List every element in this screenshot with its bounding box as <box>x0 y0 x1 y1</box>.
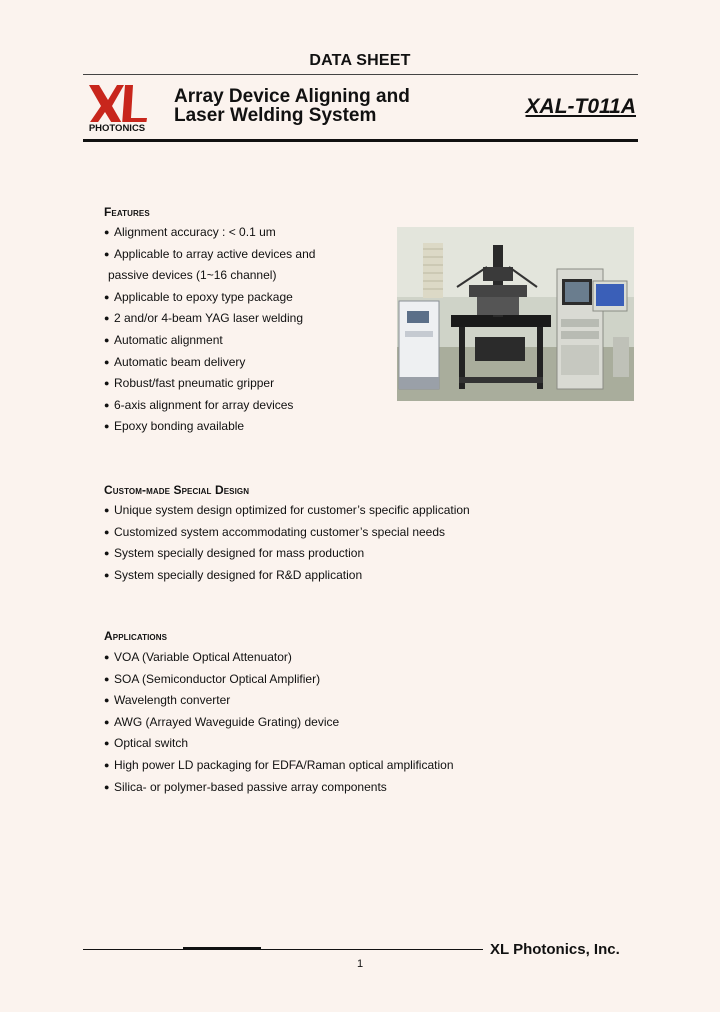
list-item: ● System specially designed for R&D application <box>104 565 470 587</box>
bullet-icon: ● <box>104 652 110 662</box>
footer-divider <box>83 949 483 950</box>
list-item: ● Epoxy bonding available <box>104 416 315 438</box>
list-item: ● Applicable to array active devices and <box>104 244 315 266</box>
product-title-line2: Laser Welding System <box>174 105 377 126</box>
list-item: ● Customized system accommodating customer’s special needs <box>104 522 470 544</box>
bullet-icon: ● <box>104 716 110 727</box>
bullet-icon: ● <box>104 334 110 345</box>
list-item: ● System specially designed for mass production <box>104 543 470 565</box>
company-name: XL Photonics, Inc. <box>490 941 620 958</box>
bullet-icon: ● <box>104 356 110 367</box>
custom-design-heading: Custom-made Special Design <box>104 483 250 497</box>
list-item: ● Automatic alignment <box>104 330 315 352</box>
bullet-icon: ● <box>104 548 110 559</box>
xl-photonics-logo <box>83 82 151 132</box>
list-item: ● High power LD packaging for EDFA/Raman optical amplification <box>104 755 454 777</box>
logo-graphic <box>83 82 151 132</box>
features-list <box>104 222 315 438</box>
top-divider <box>83 74 638 75</box>
custom-design-list <box>104 500 470 586</box>
applications-heading: Applications <box>104 629 168 643</box>
bullet-icon: ● <box>104 248 110 259</box>
bullet-icon: ● <box>104 738 110 749</box>
product-title-line1: Array Device Aligning and <box>174 86 410 107</box>
list-item: ● VOA (Variable Optical Attenuator) <box>104 647 454 669</box>
list-item: ● Automatic beam delivery <box>104 352 315 374</box>
list-item: ● Robust/fast pneumatic gripper <box>104 373 315 395</box>
bullet-icon: ● <box>104 399 110 410</box>
list-item-continuation: passive devices (1~16 channel) <box>108 268 277 283</box>
applications-list <box>104 647 454 798</box>
bullet-icon: ● <box>104 291 110 302</box>
logo-subtext: PHOTONICS <box>88 123 146 132</box>
product-title <box>174 87 410 125</box>
bullet-icon: ● <box>104 227 110 237</box>
list-item: ● SOA (Semiconductor Optical Amplifier) <box>104 669 454 691</box>
bullet-icon: ● <box>104 759 110 770</box>
bullet-icon: ● <box>104 526 110 537</box>
list-item: ● Optical switch <box>104 733 454 755</box>
list-item: ● 6-axis alignment for array devices <box>104 395 315 417</box>
bullet-icon: ● <box>104 313 110 324</box>
bullet-icon: ● <box>104 505 110 515</box>
list-item: ● Silica- or polymer-based passive array components <box>104 777 454 799</box>
bullet-icon: ● <box>104 378 110 389</box>
bullet-icon: ● <box>104 421 110 432</box>
list-item: ● Alignment accuracy : < 0.1 um <box>104 222 315 244</box>
bullet-icon: ● <box>104 569 110 580</box>
header-divider <box>83 139 638 142</box>
bullet-icon: ● <box>104 673 110 684</box>
document-type-title: DATA SHEET <box>309 52 411 69</box>
footer-divider-accent <box>183 947 261 950</box>
list-item: ● AWG (Arrayed Waveguide Grating) device <box>104 712 454 734</box>
system-photo <box>397 227 634 401</box>
list-item: ● Applicable to epoxy type package <box>104 287 315 309</box>
features-heading: Features <box>104 205 150 219</box>
list-item: ● 2 and/or 4-beam YAG laser welding <box>104 308 315 330</box>
list-item: ● Unique system design optimized for customer’s specific application <box>104 500 470 522</box>
bullet-icon: ● <box>104 695 110 706</box>
page-number: 1 <box>356 958 364 970</box>
model-number: XAL-T011A <box>525 95 636 118</box>
list-item: ● Wavelength converter <box>104 690 454 712</box>
bullet-icon: ● <box>104 781 110 792</box>
